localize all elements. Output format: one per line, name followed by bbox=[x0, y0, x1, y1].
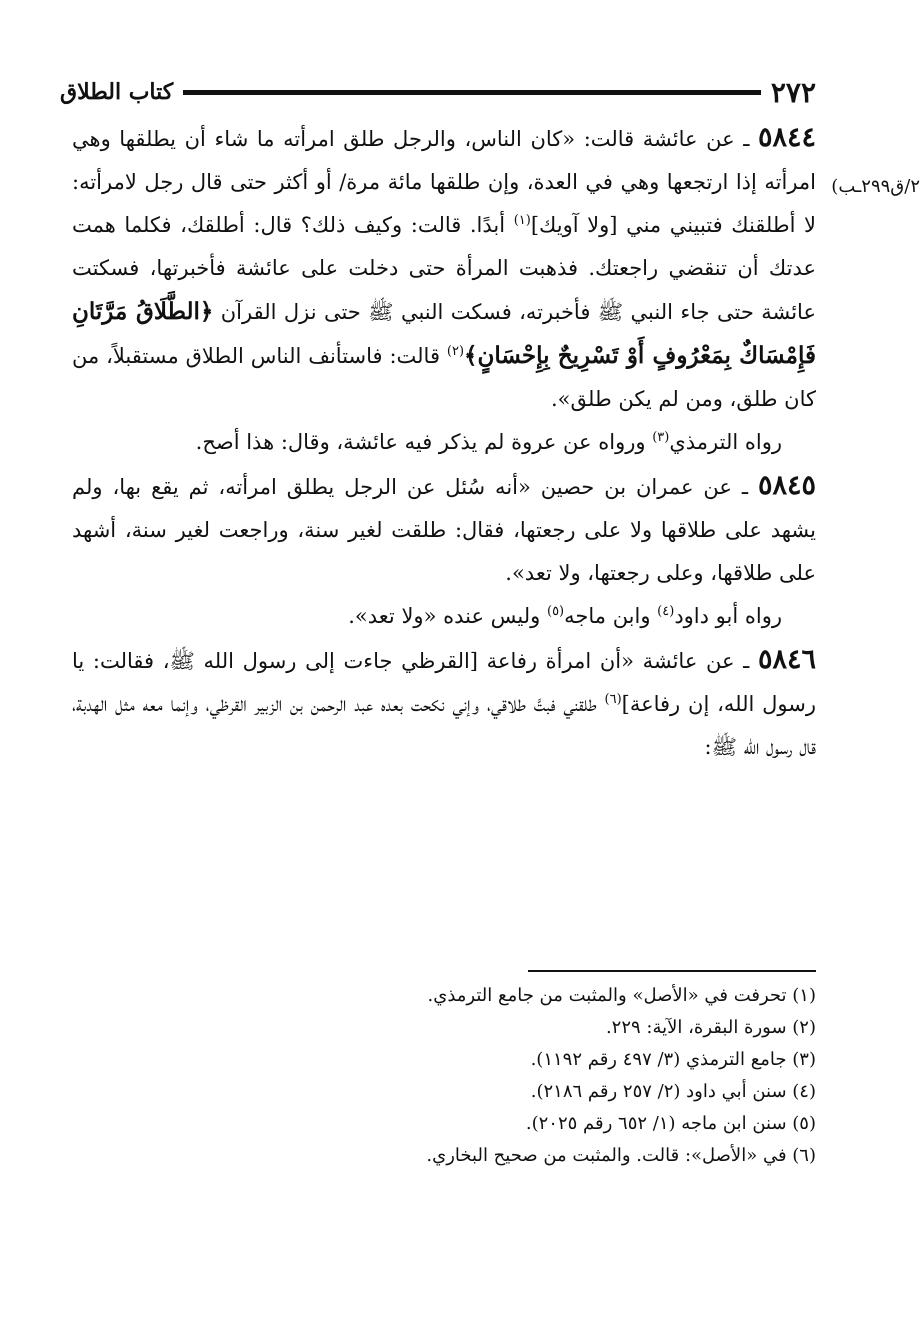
footnote: (٤) سنن أبي داود (٢/ ٢٥٧ رقم ٢١٨٦). bbox=[530, 1081, 816, 1102]
narration-note bbox=[72, 421, 816, 464]
narration-text: رواه أبو داود bbox=[674, 604, 782, 628]
hadith-5844 bbox=[72, 116, 816, 421]
footnote: (٥) سنن ابن ماجه (١/ ٦٥٢ رقم ٢٠٢٥). bbox=[525, 1113, 816, 1134]
footnote: (١) تحرفت في «الأصل» والمثبت من جامع الترمذي. bbox=[427, 985, 816, 1006]
footnote-ref: (٦) bbox=[604, 692, 622, 707]
hadith-text: ـ عن عائشة قالت: «كان الناس، والرجل طلق امرأته ما شاء أن يطلقها وهي امرأته إذا ارتجعها وهي في العدة، وإن طلقها مائة مرة/ أو أكثر حتى قال رجل لامرأته: لا أطلقنك فتبيني مني [ولا آويك] bbox=[72, 127, 816, 237]
narration-text: ورواه عن عروة لم يذكر فيه عائشة، وقال: هذا أصح. bbox=[195, 430, 653, 454]
hadith-text: ـ عن عمران بن حصين «أنه سُئل عن الرجل يطلق امرأته، ثم يقع بها، ولم يشهد على طلاقها ولا على رجعتها، فقال: طلقت لغير سنة، وراجعت لغير سنة، أشهد على طلاقها، وعلى رجعتها، ولا تعد». bbox=[72, 475, 816, 585]
narration-text: وابن ماجه bbox=[564, 604, 658, 628]
footnote-ref: (٤) bbox=[657, 604, 675, 619]
footnote-ref: (١) bbox=[513, 213, 531, 228]
hadith-text: قالت: فاستأنف الناس الطلاق مستقبلاً، من كان طلق، ومن لم يكن طلق». bbox=[72, 344, 816, 411]
footnote: (٦) في «الأصل»: قالت. والمثبت من صحيح البخاري. bbox=[426, 1145, 816, 1166]
hadith-5846 bbox=[72, 638, 816, 769]
footnote: (٢) سورة البقرة، الآية: ٢٢٩. bbox=[605, 1017, 816, 1038]
hadith-5845 bbox=[72, 464, 816, 595]
chapter-title: كتاب الطلاق bbox=[60, 79, 174, 105]
hadith-number: ٥٨٤٦ bbox=[757, 644, 816, 675]
footnote-ref: (٥) bbox=[546, 604, 565, 619]
hadith-text: أبدًا. قالت: وكيف ذلك؟ قال: أطلقك، فكلما همت عدتك أن تنقضي راجعتك. فذهبت المرأة حتى دخلت على عائشة فأخبرتها، فسكتت عائشة حتى جاء النبي ﷺ فأخبرته، فسكت النبي ﷺ حتى نزل القرآن bbox=[72, 213, 816, 324]
hadith-number: ٥٨٤٥ bbox=[757, 470, 816, 501]
hadith-text: طلقني فبتَّ طلاقي، وإني نكحت بعده عبد الرحمن بن الزبير القرظي، وإنما معه مثل الهدبة، قال رسول الله ﷺ: bbox=[72, 692, 816, 759]
hadith-text: ـ عن عائشة «أن امرأة رفاعة [القرظي جاءت إلى رسول الله ﷺ، فقالت: يا رسول الله، إن رفاعة] bbox=[72, 649, 816, 716]
footnotes bbox=[300, 980, 816, 1172]
footnote-separator bbox=[528, 970, 816, 972]
manuscript-folio-note: ٢/ق٢٩٩ـب) bbox=[831, 176, 920, 197]
narration-text: رواه الترمذي bbox=[669, 430, 782, 454]
footnote-ref: (٣) bbox=[652, 430, 670, 445]
quran-verse: ﴿الطَّلَاقُ مَرَّتَانِ فَإِمْسَاكٌ بِمَعْرُوفٍ أَوْ تَسْرِيحٌ بِإِحْسَانٍ﴾ bbox=[72, 298, 816, 369]
narration-text: وليس عنده «ولا تعد». bbox=[348, 604, 547, 628]
page-number: ٢٧٢ bbox=[770, 75, 816, 109]
main-text bbox=[72, 116, 816, 769]
footnote-ref: (٢) bbox=[446, 344, 465, 359]
header-rule bbox=[183, 90, 761, 95]
footnote: (٣) جامع الترمذي (٣/ ٤٩٧ رقم ١١٩٢). bbox=[530, 1049, 816, 1070]
narration-note bbox=[72, 595, 816, 638]
page-header bbox=[60, 72, 816, 112]
hadith-number: ٥٨٤٤ bbox=[758, 122, 817, 153]
